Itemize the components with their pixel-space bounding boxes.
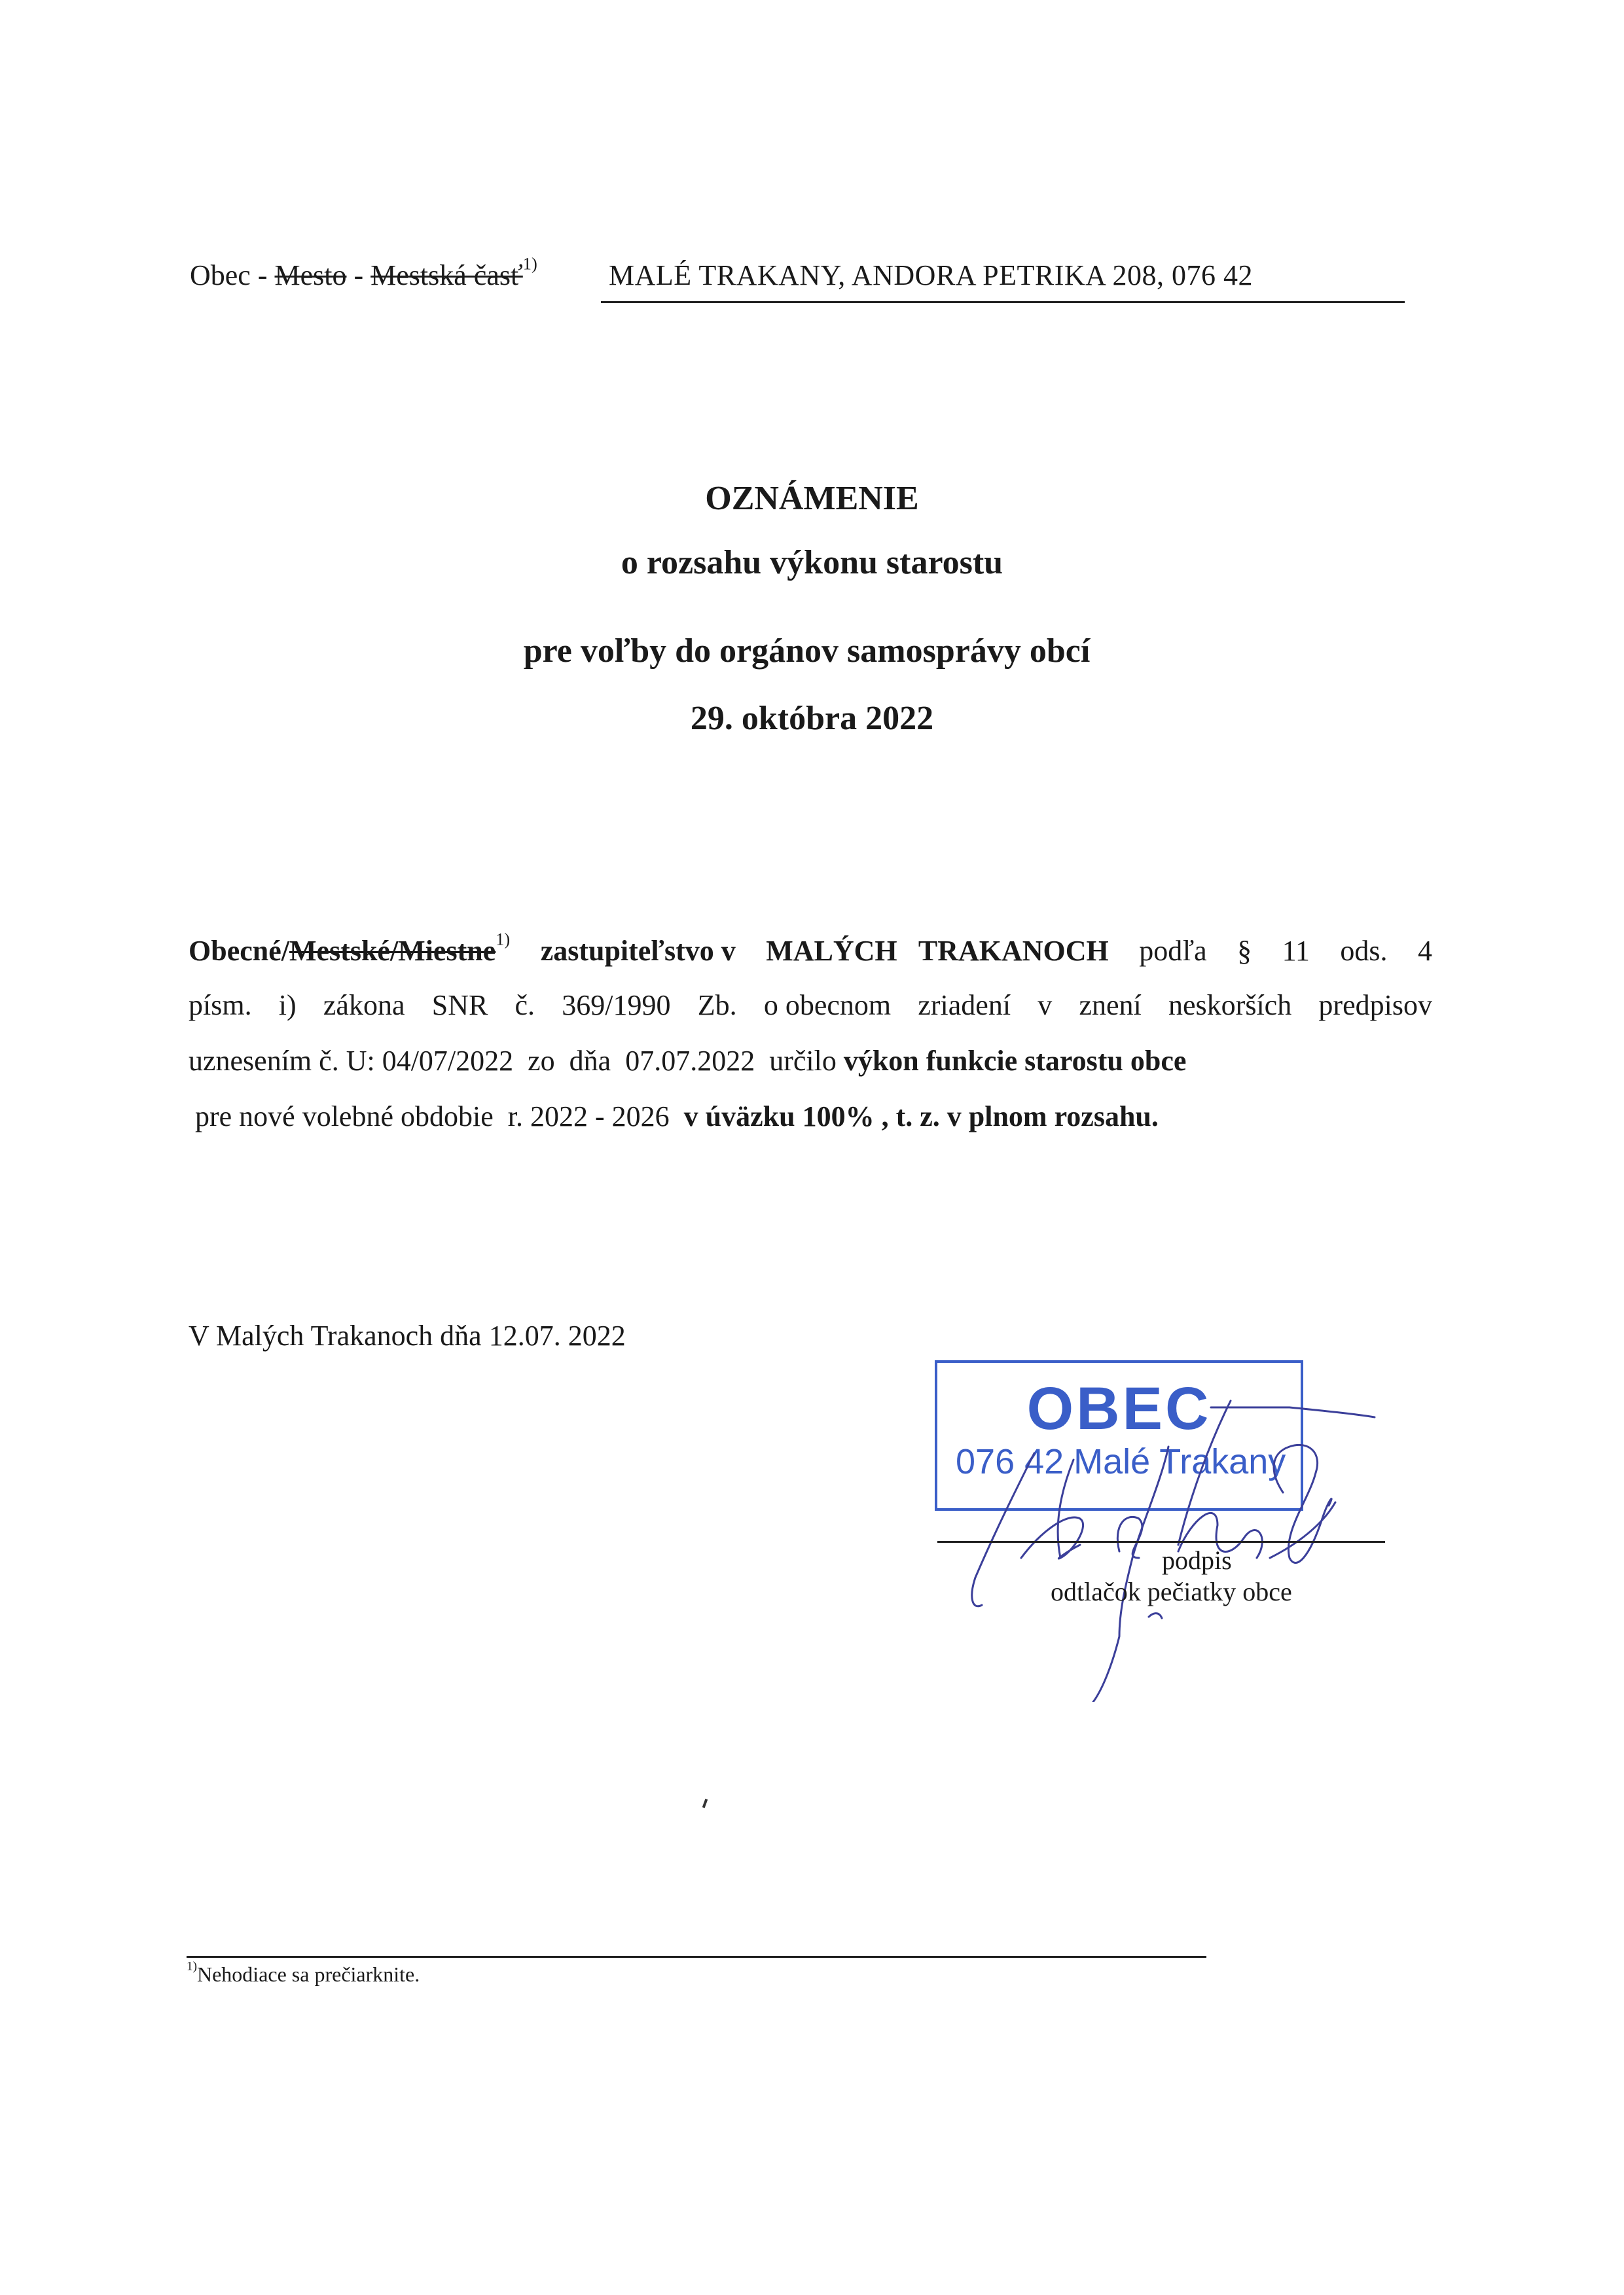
- resolution-text: uznesením č. U: 04/07/2022 zo dňa 07.07.2022 určilo: [189, 1045, 844, 1077]
- body-line-3: [189, 1044, 1186, 1077]
- document-subtitle-elections: pre voľby do orgánov samosprávy obcí: [523, 632, 1091, 670]
- council-type: Obecné/Mestské/Miestne$^{1)}$: [189, 929, 511, 967]
- footnote: [187, 1959, 420, 1987]
- stamp-subtitle: 076 42 Malé Trakany: [956, 1442, 1286, 1481]
- body-line-4: [195, 1100, 1159, 1133]
- document-subtitle: o rozsahu výkonu starostu: [621, 544, 1003, 581]
- council-word: zastupiteľstvo v: [540, 935, 736, 967]
- stamp-title: OBEC: [1026, 1375, 1212, 1442]
- election-date: 29. októbra 2022: [690, 700, 934, 737]
- word-paragraph: §: [1237, 935, 1252, 967]
- mayor-function-text: výkon funkcie starostu obce: [843, 1045, 1187, 1077]
- municipality-name: MALÝCH TRAKANOCH: [766, 935, 1109, 967]
- signature-label: podpis: [1162, 1545, 1232, 1575]
- header-prefix: Obec -: [190, 259, 275, 291]
- scan-speck: [702, 1799, 708, 1809]
- place-and-date: V Malých Trakanoch dňa 12.07. 2022: [189, 1320, 626, 1352]
- body-line-2-word: písm.: [189, 989, 252, 1021]
- word-4: 4: [1418, 935, 1432, 967]
- workload-text: v úväzku 100% , t. z. v plnom rozsahu.: [683, 1100, 1159, 1132]
- header-struck-mesto: Mesto: [274, 259, 347, 291]
- footnote-text: Nehodiace sa prečiarknite.: [196, 1962, 420, 1986]
- body-line-2-word: i): [278, 989, 297, 1021]
- term-text: pre nové volebné obdobie r. 2022 - 2026: [195, 1100, 684, 1132]
- body-line-2-word: č.: [514, 989, 535, 1021]
- body-line-1: [189, 929, 1432, 967]
- body-line-2-word: zriadení: [918, 989, 1011, 1021]
- footnote-rule: [187, 1956, 1206, 1958]
- word-11: 11: [1282, 935, 1310, 967]
- body-line-2-word: neskorších: [1168, 989, 1292, 1021]
- word-ods: ods.: [1340, 935, 1388, 967]
- body-line-2-word: zákona: [323, 989, 405, 1021]
- handwritten-signature: [903, 1362, 1466, 1702]
- signature-line: [937, 1541, 1385, 1543]
- body-line-2-word: SNR: [431, 989, 488, 1021]
- header-underline: [601, 301, 1405, 303]
- header-municipality-address: MALÉ TRAKANY, ANDORA PETRIKA 208, 076 42: [609, 259, 1254, 291]
- body-line-2-word: o obecnom: [763, 989, 892, 1021]
- header-struck-mestska-cast: Mestská časť: [370, 259, 523, 291]
- body-line-2-word: znení: [1079, 989, 1142, 1021]
- header-separator: -: [346, 259, 371, 291]
- body-line-2: [189, 988, 1432, 1022]
- word-podla: podľa: [1139, 935, 1207, 967]
- document-title: OZNÁMENIE: [705, 480, 919, 517]
- header-label: [190, 253, 537, 292]
- body-line-2-word: v: [1038, 989, 1053, 1021]
- body-line-2-word: 369/1990: [562, 989, 671, 1021]
- stamp-label: odtlačok pečiatky obce: [1051, 1577, 1292, 1606]
- header-footnote-mark: 1): [522, 253, 537, 274]
- body-line-2-word: predpisov: [1318, 989, 1432, 1021]
- body-line-2-word: Zb.: [697, 989, 737, 1021]
- footnote-mark: 1): [187, 1959, 197, 1974]
